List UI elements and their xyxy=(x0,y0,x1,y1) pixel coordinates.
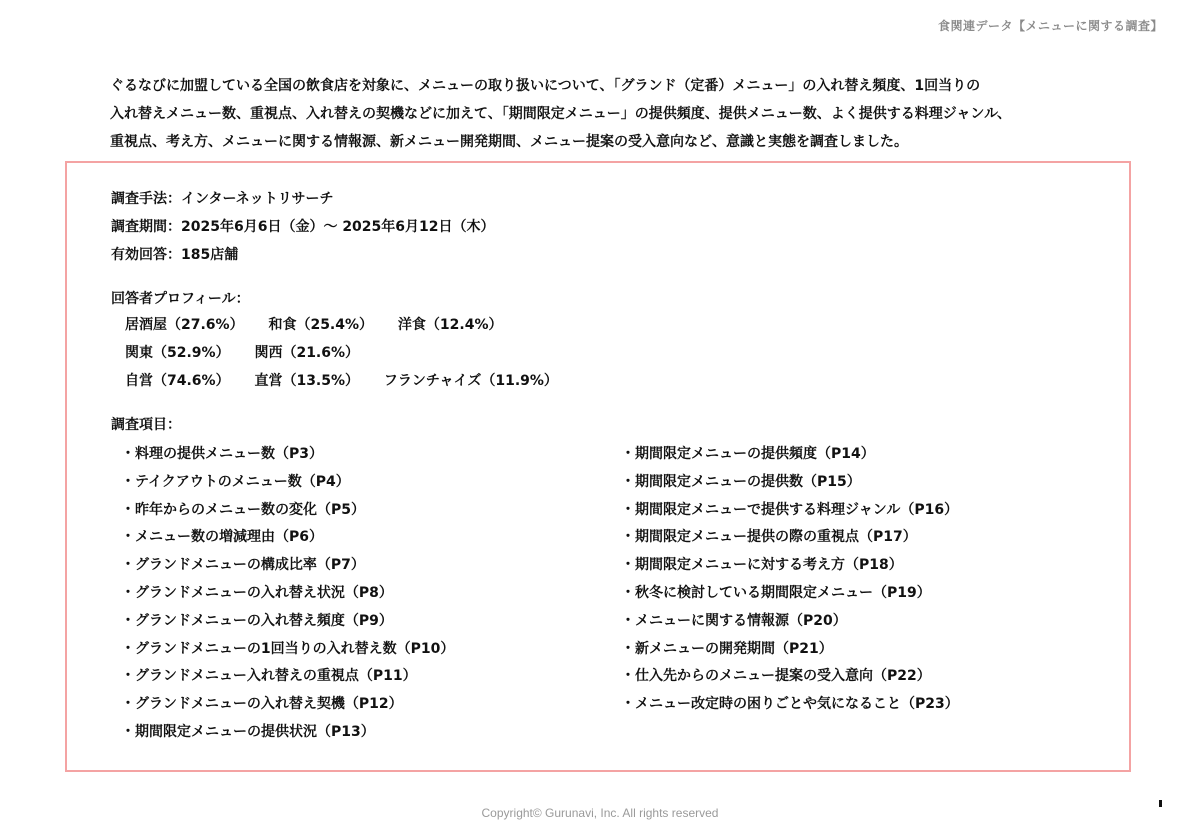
list-item: ・期間限定メニューに対する考え方（P18） xyxy=(621,557,903,574)
profile-item: 関西（21.6%） xyxy=(254,345,360,361)
survey-items-right-column xyxy=(621,441,959,719)
list-item: ・メニュー改定時の困りごとや気になること（P23） xyxy=(621,696,959,713)
intro-paragraph xyxy=(110,72,1120,156)
list-item: ・グランドメニューの入れ替え契機（P12） xyxy=(121,696,403,713)
profile-item: 自営（74.6%） xyxy=(125,373,230,389)
list-item: ・期間限定メニューの提供数（P15） xyxy=(621,473,861,490)
intro-line: ぐるなびに加盟している全国の飲食店を対象に、メニューの取り扱いについて、「グランド（定番）メニュー」の入れ替え頻度、1回当りの xyxy=(110,78,981,94)
survey-method: 調査手法：インターネットリサーチ xyxy=(111,191,334,207)
profile-item: 居酒屋（27.6%） xyxy=(125,317,244,333)
list-item: ・新メニューの開発期間（P21） xyxy=(621,640,833,657)
list-item: ・期間限定メニュー提供の際の重視点（P17） xyxy=(621,529,917,546)
list-item: ・グランドメニューの入れ替え頻度（P9） xyxy=(121,612,393,629)
profile-item: フランチャイズ（11.9%） xyxy=(383,373,558,389)
respondent-profile xyxy=(125,311,578,395)
survey-responses: 有効回答：185店舗 xyxy=(111,247,239,263)
profile-row-genre xyxy=(125,311,578,339)
list-item: ・グランドメニューの入れ替え状況（P8） xyxy=(121,584,393,601)
list-item: ・仕入先からのメニュー提案の受入意向（P22） xyxy=(621,668,931,685)
profile-row-region xyxy=(125,339,578,367)
list-item: ・秋冬に検討している期間限定メニュー（P19） xyxy=(621,584,931,601)
list-item: ・料理の提供メニュー数（P3） xyxy=(121,446,324,462)
profile-item: 洋食（12.4%） xyxy=(397,317,503,333)
list-item: ・期間限定メニューの提供頻度（P14） xyxy=(621,446,875,462)
copyright-footer: Copyright© Gurunavi, Inc. All rights reserved xyxy=(481,806,719,820)
survey-info xyxy=(111,185,495,269)
profile-title: 回答者プロフィール： xyxy=(111,291,250,307)
list-item: ・グランドメニューの構成比率（P7） xyxy=(121,557,365,574)
list-item: ・期間限定メニューで提供する料理ジャンル（P16） xyxy=(621,501,959,518)
intro-line: 重視点、考え方、メニューに関する情報源、新メニュー開発期間、メニュー提案の受入意向など、意識と実態を調査しました。 xyxy=(110,134,908,150)
list-item: ・昨年からのメニュー数の変化（P5） xyxy=(121,501,366,518)
survey-items-title: 調査項目： xyxy=(111,417,181,433)
document-header-tag: 食関連データ【メニューに関する調査】 xyxy=(937,19,1163,33)
profile-row-management xyxy=(125,367,578,395)
list-item: ・グランドメニューの1回当りの入れ替え数（P10） xyxy=(121,640,455,657)
list-item: ・グランドメニュー入れ替えの重視点（P11） xyxy=(121,668,417,685)
page-number-mark xyxy=(1159,800,1162,807)
survey-period: 調査期間：2025年6月6日（金）～ 2025年6月12日（木） xyxy=(111,219,495,235)
profile-item: 関東（52.9%） xyxy=(125,345,230,361)
survey-outline-box xyxy=(65,161,1131,772)
profile-item: 直営（13.5%） xyxy=(254,373,360,389)
list-item: ・メニュー数の増減理由（P6） xyxy=(121,529,324,546)
survey-items-left-column xyxy=(121,441,454,747)
intro-line: 入れ替えメニュー数、重視点、入れ替えの契機などに加えて、「期間限定メニュー」の提供頻度、提供メニュー数、よく提供する料理ジャンル、 xyxy=(110,106,1011,122)
list-item: ・テイクアウトのメニュー数（P4） xyxy=(121,473,350,490)
list-item: ・メニューに関する情報源（P20） xyxy=(621,612,847,629)
list-item: ・期間限定メニューの提供状況（P13） xyxy=(121,723,375,740)
profile-item: 和食（25.4%） xyxy=(268,317,374,333)
